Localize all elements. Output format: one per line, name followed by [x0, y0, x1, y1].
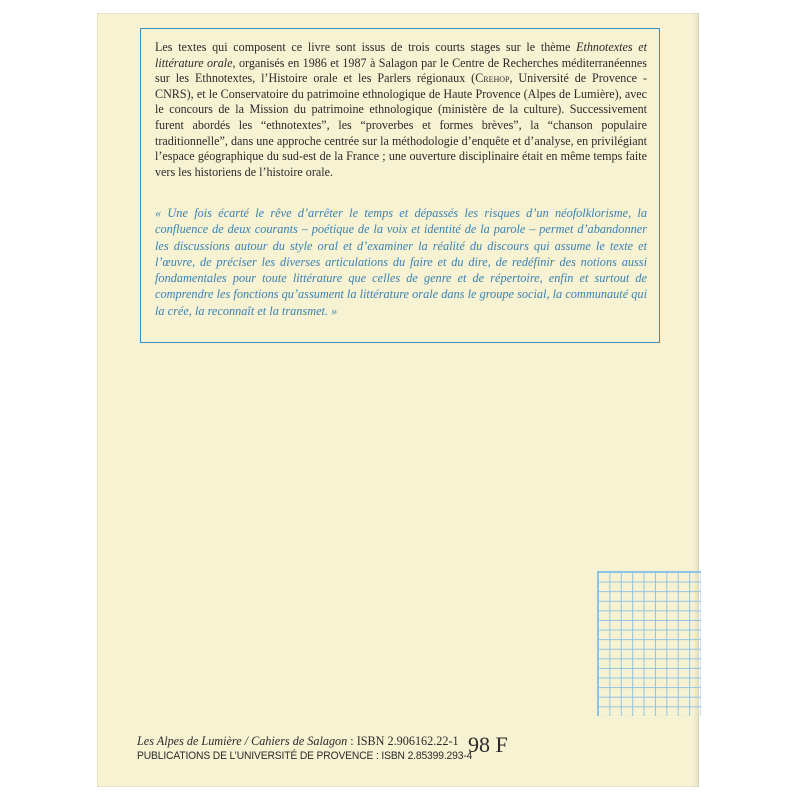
quote-paragraph: « Une fois écarté le rêve d’arrêter le temps et dépassés les risques d’un néofolklorisme, la confluence de deux courants – poétique de la voix et identité de la parole – permet d’abandonner les discussions autour du style oral et d’examiner la réalité du discours qui assume le texte et l’œuvre, de préciser les diverses articulations du faire et du dire, de redéfinir des notions aussi fondamentales pour toute littérature que celles de genre et de répertoire, enfin et surtout de comprendre les fonctions qu’assument la littérature orale dans le groupe social, la communauté qui la crée, la reconnaît et la transmet. » [155, 206, 647, 318]
intro-text-part-1: Les textes qui composent ce livre sont issus de trois courts stages sur le thème [155, 40, 577, 54]
price-label: 98 F [468, 732, 508, 757]
publisher-line-2: PUBLICATIONS DE L’UNIVERSITÉ DE PROVENCE : ISBN 2.85399.293-4 [137, 750, 473, 762]
publisher-line-1 [137, 734, 459, 749]
crehop-acronym: Crehop [475, 71, 510, 86]
intro-text-part-3: , Université de Provence - CNRS), et le Conservatoire du patrimoine ethnologique de Haute Provence (Alpes de Lumière), avec le concours de la Mission du patrimoine ethnologique (ministère de la culture). Successivement furent abordés les “ethnotextes”, les “proverbes et formes brèves”, la “chanson populaire traditionnelle”, dans une approche centrée sur la méthodologie d’enquête et d’analyse, en privilégiant l’espace géographique du sud-est de la France ; une ouverture disciplinaire était en même temps faite vers les historiens de l’histoire orale. [155, 71, 647, 179]
series-name: Les Alpes de Lumière / Cahiers de Salagon [137, 734, 348, 748]
stage-theme-title: Ethnotextes et littérature orale [155, 40, 647, 70]
isbn-1: : ISBN 2.906162.22-1 [347, 734, 459, 748]
graph-paper-grid [597, 571, 701, 716]
intro-text-part-2: , organisés en 1986 et 1987 à Salagon par le Centre de Recherches méditerranéennes sur les Ethnotextes, l’Histoire orale et les Parlers régionaux ( [155, 55, 647, 86]
intro-paragraph [155, 40, 647, 180]
